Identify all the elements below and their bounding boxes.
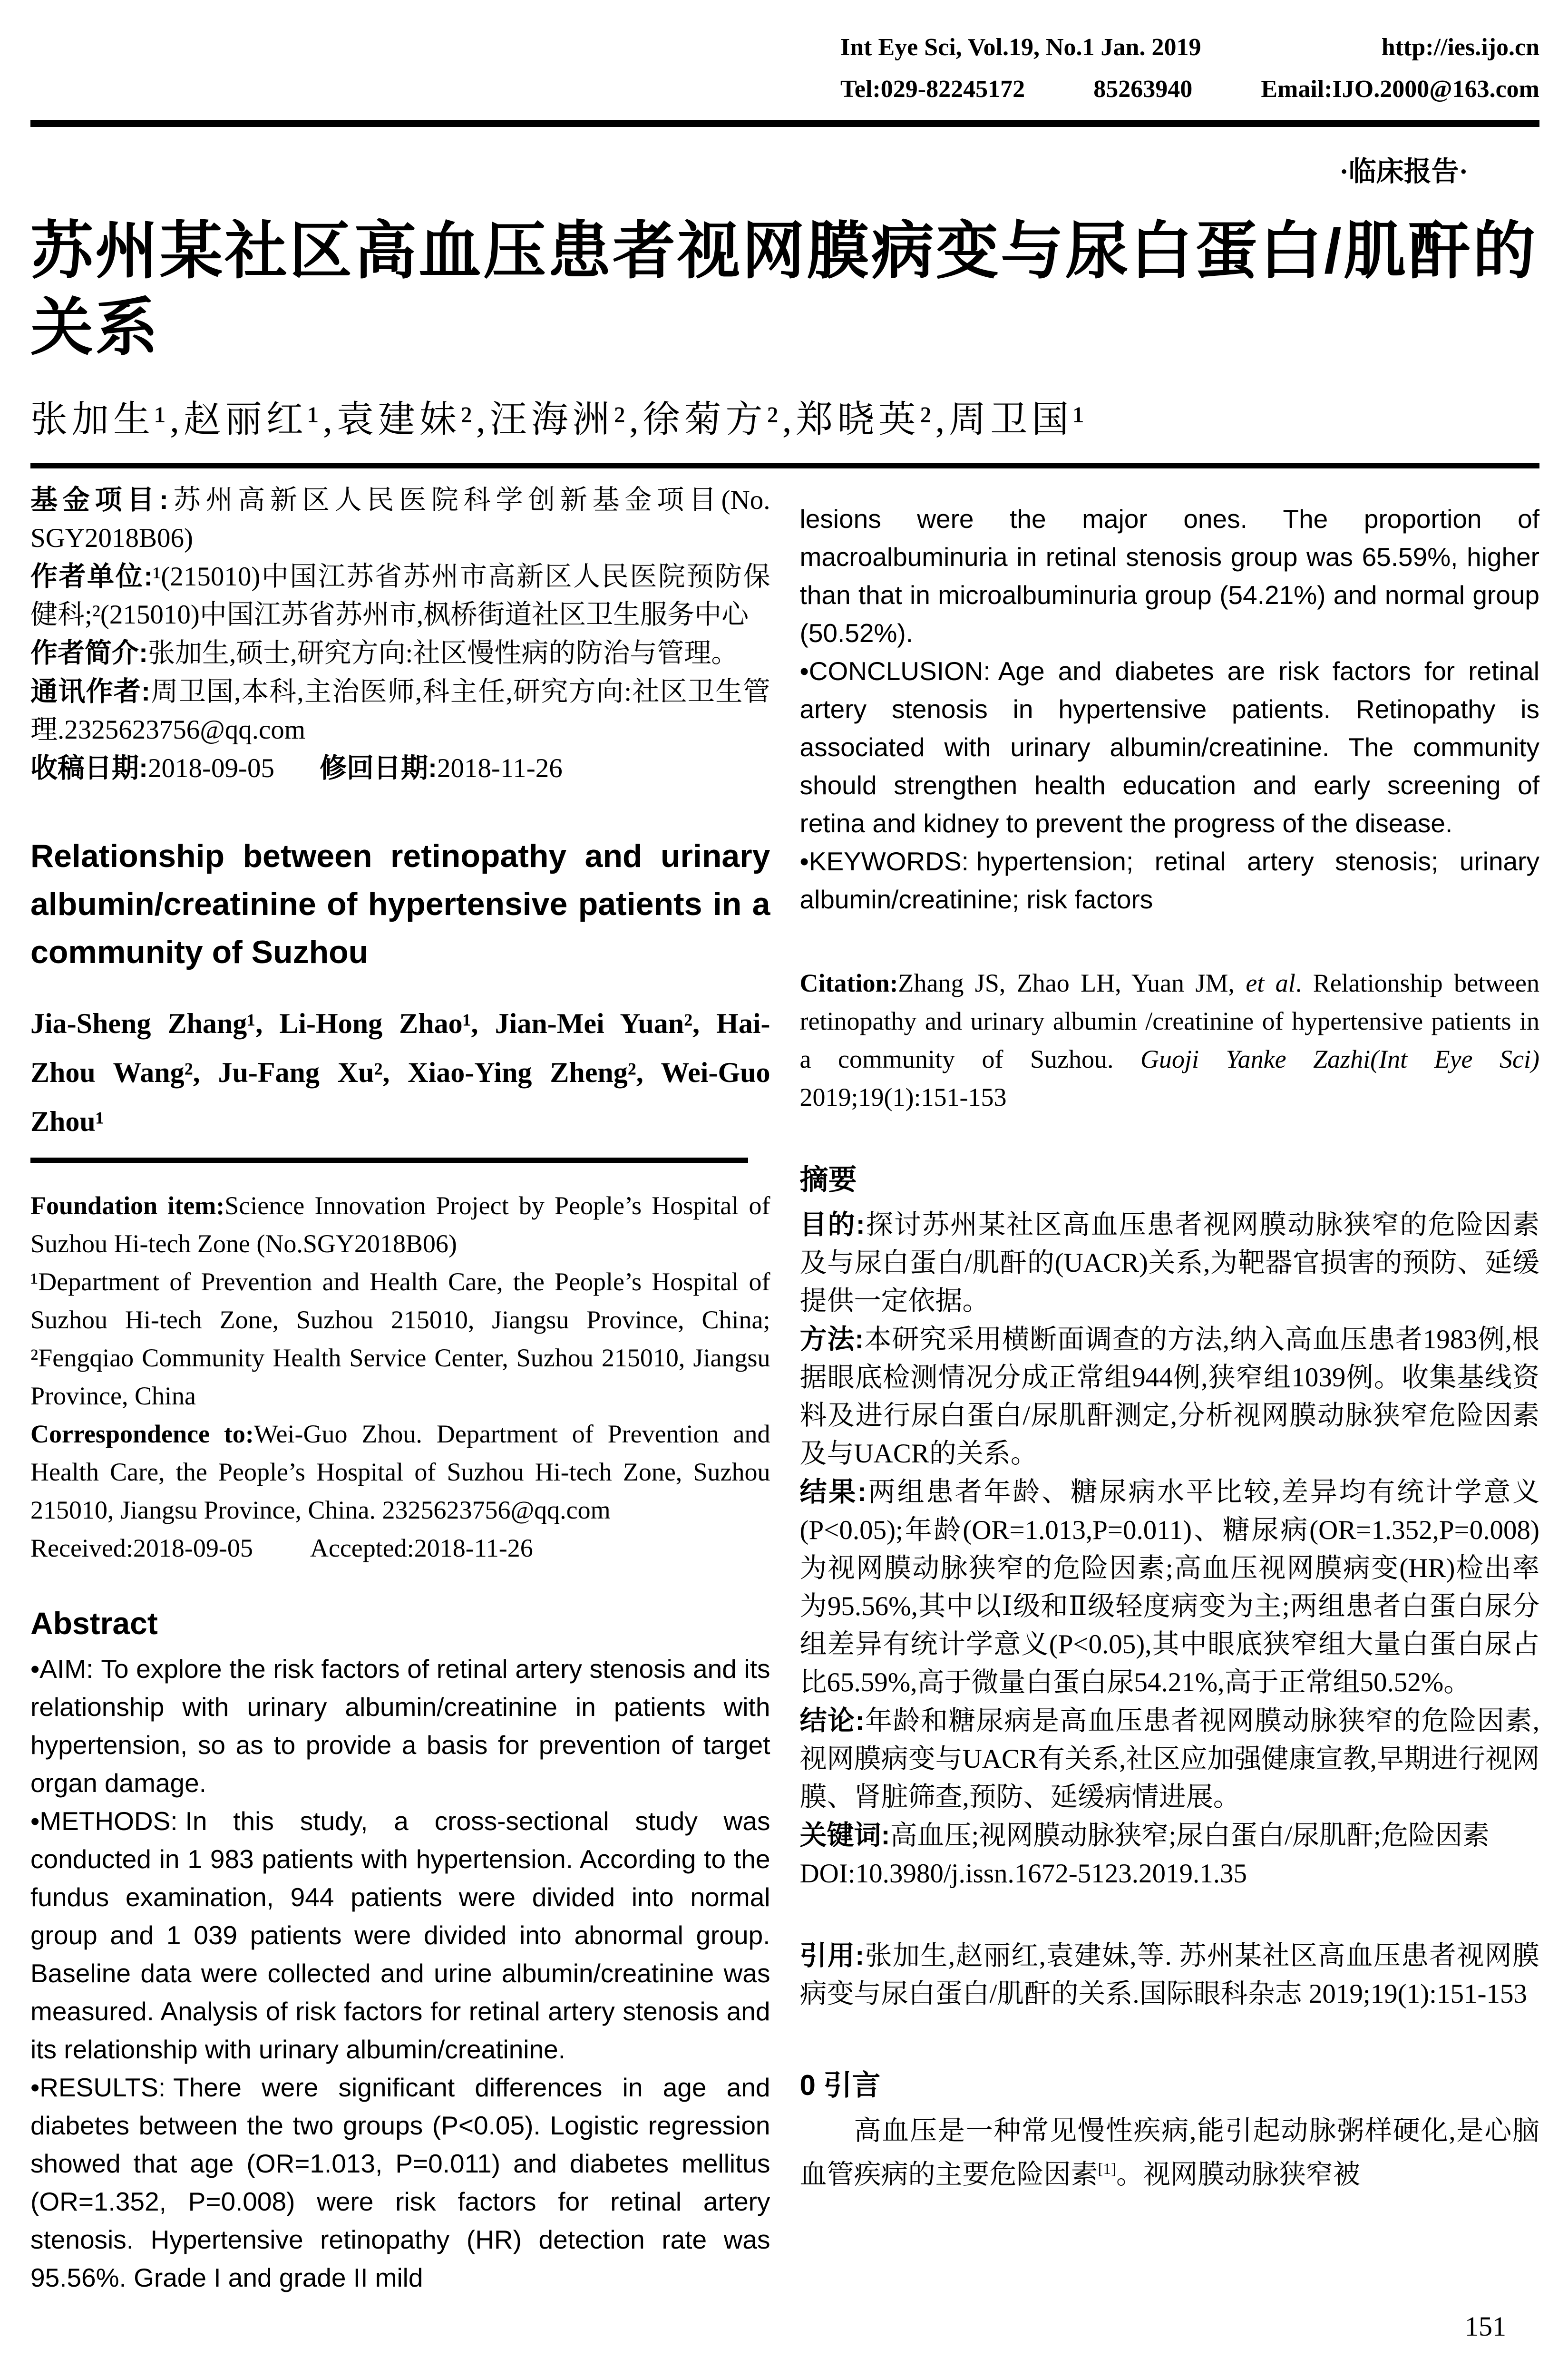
two-column-layout (30, 481, 1539, 2297)
abstract-results-text: There were significant differences in age and diabetes between the two groups (P<0.05). Logistic regression showed that age (OR=1.013, P=0.011) and diabetes mellitus (OR=1.352, P=0.008) were risk factors for retinal artery stenosis. Hypertensive retinopathy (HR) detection rate was 95.56%. Grade I and grade II mild (30, 2073, 770, 2293)
abstract-keywords-label: •KEYWORDS: (799, 847, 969, 877)
journal-website: http://ies.ijo.cn (1381, 34, 1539, 61)
affiliation-label: 作者单位: (30, 561, 153, 592)
introduction-paragraph (800, 2112, 1540, 2194)
abstract-results (30, 2068, 770, 2297)
revised-label-cn: 修回日期: (319, 753, 437, 784)
left-column (30, 481, 770, 2297)
conclusion-cn (800, 1702, 1540, 1816)
fund-item (30, 481, 770, 557)
correspondence (30, 1415, 770, 1529)
foundation-item (30, 1187, 770, 1263)
reference-marker: [1] (1098, 2161, 1117, 2178)
journal-email: Email:IJO.2000@163.com (1261, 76, 1539, 103)
article-title-cn: 苏州某社区高血压患者视网膜病变与尿白蛋白/肌酐的关系 (30, 216, 1538, 363)
aim-cn (800, 1206, 1540, 1320)
authors-rule (30, 463, 1539, 468)
author-bio-label: 作者简介: (30, 638, 148, 669)
corresponding-author-text: 周卫国,本科,主治医师,科主任,研究方向:社区卫生管理.2325623756@qq.com (30, 677, 770, 745)
section-tag: ·临床报告· (1339, 156, 1468, 187)
methods-cn-text: 本研究采用横断面调查的方法,纳入高血压患者1983例,根据眼底检测情况分成正常组944例,狭窄组1039例。收集基线资料及进行尿白蛋白/尿肌酐测定,分析视网膜动脉狭窄危险因素及与UACR的关系。 (799, 1325, 1540, 1469)
citation-et-al: et al (1246, 969, 1295, 998)
journal-header-row-1 (840, 27, 1539, 68)
abstract-results-label: •RESULTS: (30, 2073, 166, 2103)
abstract-conclusion (800, 652, 1540, 842)
authors-en: Jia-Sheng Zhang¹, Li-Hong Zhao¹, Jian-Mei Yuan², Hai-Zhou Wang², Ju-Fang Xu², Xiao-Ying Zheng², Wei-Guo Zhou¹ (30, 1008, 770, 1138)
right-column (800, 481, 1540, 2297)
conclusion-cn-text: 年龄和糖尿病是高血压患者视网膜动脉狭窄的危险因素,视网膜病变与UACR有关系,社区应加强健康宣教,早期进行视网膜、肾脏筛查,预防、延缓病情进展。 (799, 1706, 1539, 1812)
citation-journal-name: Guoji Yanke Zazhi(Int Eye Sci) (1140, 1045, 1539, 1074)
article-title-en: Relationship between retinopathy and urinary albumin/creatinine of hypertensive patients in a community of Suzhou (30, 838, 770, 971)
citation-en (800, 964, 1540, 1116)
citation-cn-text: 张加生,赵丽红,袁建妹,等. 苏州某社区高血压患者视网膜病变与尿白蛋白/肌酐的关系.国际眼科杂志 2019;19(1):151-153 (799, 1941, 1540, 2009)
introduction-text-end: 。视网膜动脉狭窄被 (1116, 2160, 1361, 2190)
introduction-heading: 0 引言 (799, 2069, 881, 2102)
article-info-en (30, 1187, 770, 1567)
abstract-keywords (800, 842, 1540, 918)
accepted-label-en: Accepted: (310, 1534, 414, 1563)
dates-cn (30, 749, 770, 788)
methods-cn-label: 方法: (799, 1324, 864, 1355)
abstract-keywords-text: hypertension; retinal artery stenosis; urinary albumin/creatinine; risk factors (799, 847, 1539, 915)
correspondence-label: Correspondence to: (30, 1420, 254, 1449)
journal-tel-2: 85263940 (1093, 76, 1193, 103)
abstract-aim (30, 1650, 770, 1802)
page-number: 151 (1465, 2311, 1506, 2342)
abstract-conclusion-text: Age and diabetes are risk factors for retinal artery stenosis in hypertensive patients. Retinopathy is associated with urinary albumin/creatinine. The community should strengthen health education and early screening of retina and kidney to prevent the progress of the disease. (799, 656, 1539, 838)
column-rule (30, 1158, 748, 1163)
abstract-methods-label: •METHODS: (30, 1806, 178, 1836)
journal-issue-info: Int Eye Sci, Vol.19, No.1 Jan. 2019 (840, 34, 1201, 61)
citation-cn (800, 1937, 1540, 2013)
author-bio (30, 634, 770, 672)
results-cn-text: 两组患者年龄、糖尿病水平比较,差异均有统计学意义(P<0.05);年龄(OR=1.013,P=0.011)、糖尿病(OR=1.352,P=0.008)为视网膜动脉狭窄的危险因素;高血压视网膜病变(HR)检出率为95.56%,其中以Ⅰ级和Ⅱ级轻度病变为主;两组患者白蛋白尿分组差异有统计学意义(P<0.05),其中眼底狭窄组大量白蛋白尿占比65.59%,高于微量白蛋白尿54.21%,高于正常组50.52%。 (799, 1477, 1540, 1698)
accepted-date-en: 2018-11-26 (414, 1534, 533, 1563)
abstract-aim-text: To explore the risk factors of retinal artery stenosis and its relationship with urinary albumin/creatinine in patients with hypertension, so as to provide a basis for prevention of target organ damage. (30, 1654, 770, 1798)
abstract-methods (30, 1802, 770, 2068)
introduction-text: 高血压是一种常见慢性疾病,能引起动脉粥样硬化,是心脑血管疾病的主要危险因素 (799, 2116, 1539, 2190)
author-affiliation-cn (30, 557, 770, 634)
abstract-en (30, 1650, 770, 2297)
revised-date-cn: 2018-11-26 (437, 753, 563, 784)
received-label-cn: 收稿日期: (30, 753, 148, 784)
foundation-item-text: Science Innovation Project by People’s Hospital of Suzhou Hi-tech Zone (No.SGY2018B06) (30, 1191, 770, 1258)
journal-tel: Tel:029-82245172 (840, 76, 1025, 103)
keywords-cn-text: 高血压;视网膜动脉狭窄;尿白蛋白/尿肌酐;危险因素 (890, 1821, 1490, 1851)
abstract-methods-text: In this study, a cross-sectional study was conducted in 1 983 patients with hypertension. According to the fundus examination, 944 patients were divided into normal group and 1 039 patients were divided into abnormal group. Baseline data were collected and urine albumin/creatinine was measured. Analysis of risk factors for retinal artery stenosis and its relationship with urinary albumin/creatinine. (30, 1806, 770, 2065)
received-date-en: 2018-09-05 (133, 1534, 253, 1563)
results-cn (800, 1473, 1540, 1702)
conclusion-cn-label: 结论: (799, 1705, 865, 1736)
doi: DOI:10.3980/j.issn.1672-5123.2019.1.35 (799, 1859, 1247, 1889)
foundation-item-label: Foundation item: (30, 1191, 225, 1220)
citation-part-3: 2019;19(1):151-153 (799, 1083, 1007, 1112)
citation-label: Citation: (799, 969, 898, 998)
methods-cn (800, 1320, 1540, 1473)
abstract-en-continued (800, 500, 1540, 918)
author-bio-text: 张加生,硕士,研究方向:社区慢性病的防治与管理。 (147, 638, 739, 669)
aim-cn-text: 探讨苏州某社区高血压患者视网膜动脉狭窄的危险因素及与尿白蛋白/肌酐的(UACR)关系,为靶器官损害的预防、延缓提供一定依据。 (799, 1210, 1540, 1316)
affiliation-text: ¹(215010)中国江苏省苏州市高新区人民医院预防保健科;²(215010)中国江苏省苏州市,枫桥街道社区卫生服务中心 (30, 562, 770, 630)
authors-cn: 张加生¹,赵丽红¹,袁建妹²,汪海洲²,徐菊方²,郑晓英²,周卫国¹ (30, 399, 1089, 440)
abstract-conclusion-label: •CONCLUSION: (799, 656, 991, 686)
citation-cn-label: 引用: (799, 1940, 865, 1971)
received-label-en: Received: (30, 1534, 133, 1563)
affiliation-en: ¹Department of Prevention and Health Care, the People’s Hospital of Suzhou Hi-tech Zone, Suzhou 215010, Jiangsu Province, China; ²Fengqiao Community Health Service Center, Suzhou 215010, Jiangsu Province, China (30, 1267, 770, 1411)
header-rule (30, 120, 1539, 127)
fund-item-text: 苏州高新区人民医院科学创新基金项目(No. SGY2018B06) (30, 485, 770, 554)
keywords-cn-label: 关键词: (799, 1820, 890, 1851)
abstract-cn (800, 1206, 1540, 1893)
correspondence-text: Wei-Guo Zhou. Department of Prevention and Health Care, the People’s Hospital of Suzhou Hi-tech Zone, Suzhou 215010, Jiangsu Province, China. 2325623756@qq.com (30, 1420, 770, 1525)
article-info-cn (30, 481, 770, 788)
citation-part-1: Zhang JS, Zhao LH, Yuan JM, (898, 969, 1246, 998)
citation-part-2: . Relationship between retinopathy and urinary albumin /creatinine of hypertensive patients in a community of Suzhou. (799, 969, 1539, 1074)
aim-cn-label: 目的: (799, 1209, 865, 1240)
abstract-heading-cn: 摘要 (799, 1164, 857, 1196)
corresponding-author-label: 通讯作者: (30, 676, 151, 707)
journal-header-row-2 (840, 68, 1539, 110)
fund-item-label: 基金项目: (30, 485, 169, 516)
keywords-cn (800, 1816, 1540, 1855)
abstract-aim-label: •AIM: (30, 1654, 94, 1684)
corresponding-author-cn (30, 672, 770, 749)
dates-en (30, 1529, 770, 1567)
results-cn-label: 结果: (799, 1477, 867, 1508)
abstract-heading-en: Abstract (30, 1606, 158, 1641)
abstract-results-continued: lesions were the major ones. The proportion of macroalbuminuria in retinal stenosis group was 65.59%, higher than that in microalbuminuria group (54.21%) and normal group (50.52%). (799, 504, 1539, 648)
journal-header (840, 27, 1539, 110)
received-date-cn: 2018-09-05 (147, 753, 274, 784)
